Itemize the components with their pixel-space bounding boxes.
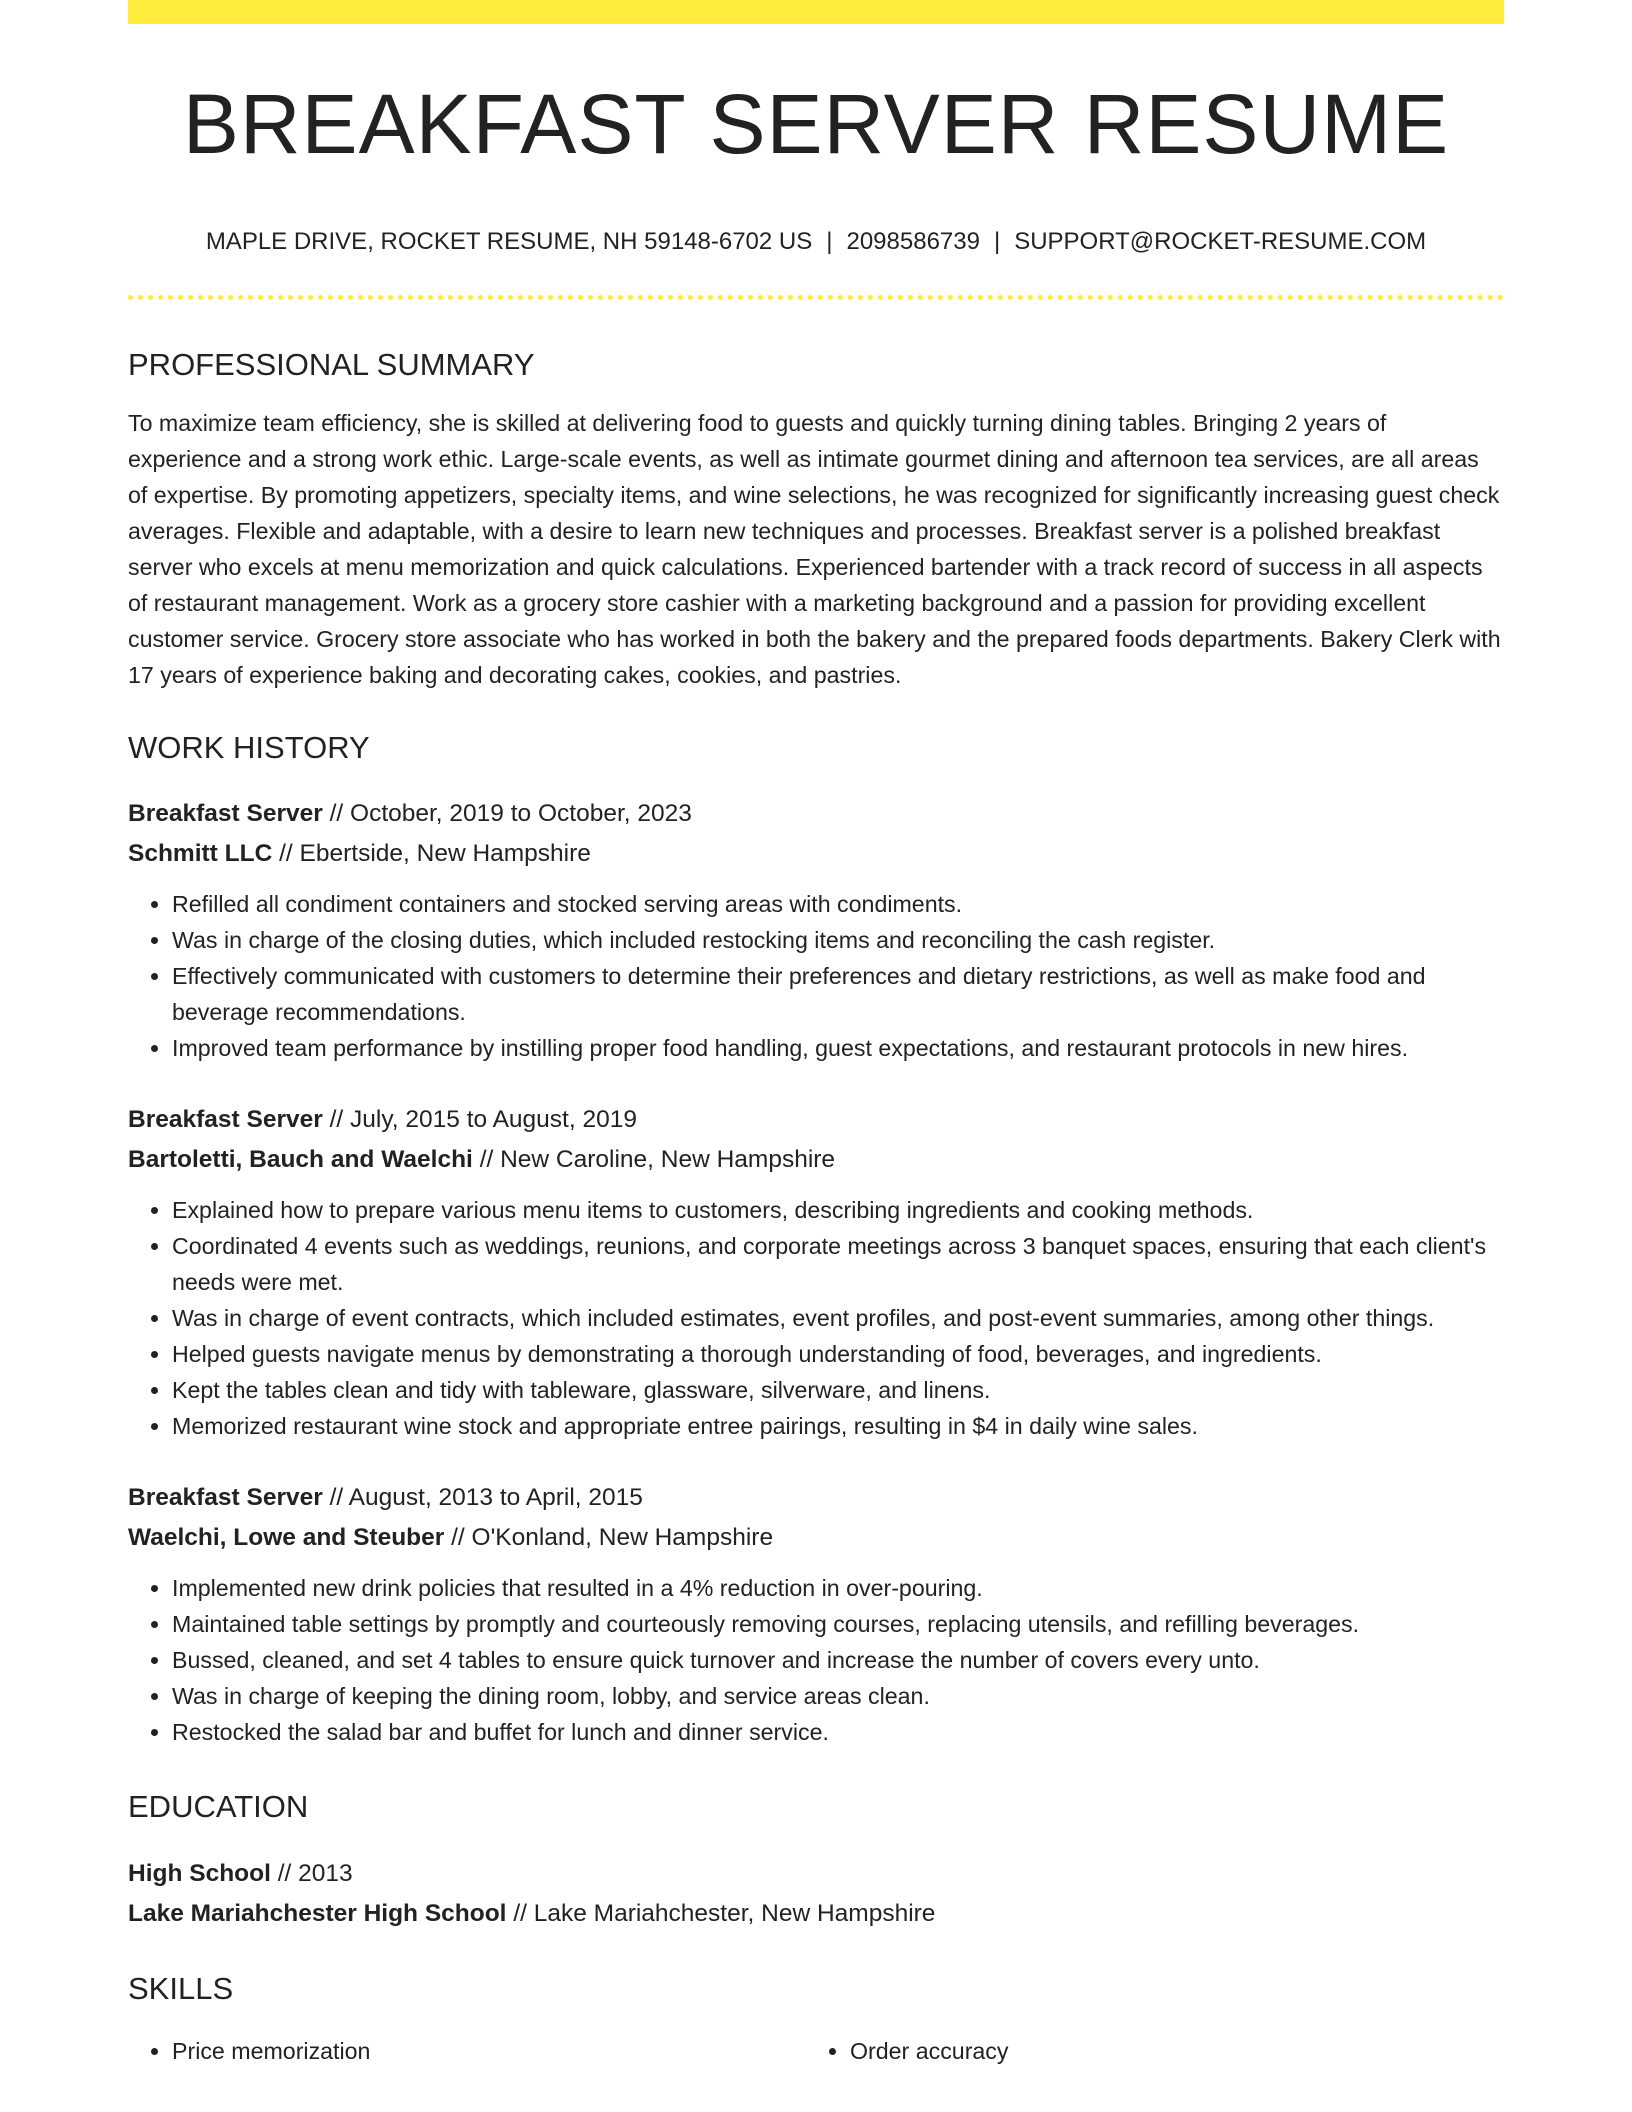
job-company-line — [128, 1518, 1504, 1558]
contact-line — [128, 228, 1504, 257]
job-bullet: • Coordinated 4 events such as weddings, reunions, and corporate meetings across 3 banquet spaces, ensuring that each client's needs were met. — [172, 1228, 1504, 1300]
job-company-line — [128, 1140, 1504, 1180]
education-year: // 2013 — [277, 1859, 353, 1887]
skill-item: • Order accuracy — [850, 2033, 1528, 2069]
job-location: // O'Konland, New Hampshire — [451, 1524, 774, 1552]
resume-title: BREAKFAST SERVER RESUME — [182, 77, 1450, 171]
job-title: Breakfast Server — [128, 800, 323, 828]
education-heading: EDUCATION — [128, 1789, 309, 1825]
job-bullet: • Implemented new drink policies that resulted in a 4% reduction in over-pouring. — [172, 1570, 1504, 1606]
contact-address: MAPLE DRIVE, ROCKET RESUME, NH 59148-6702 US — [205, 228, 813, 256]
job-entry — [128, 1478, 1504, 1750]
education-degree-line — [128, 1854, 1504, 1894]
contact-separator: | — [993, 228, 1001, 256]
job-bullet: • Maintained table settings by promptly and courteously removing courses, replacing utensils, and refilling beverages. — [172, 1606, 1504, 1642]
resume-page — [128, 0, 1504, 2069]
education-school-line — [128, 1894, 1504, 1934]
job-bullet: • Restocked the salad bar and buffet for lunch and dinner service. — [172, 1714, 1504, 1750]
skills-list — [128, 2033, 1504, 2069]
job-bullet: • Explained how to prepare various menu items to customers, describing ingredients and cooking methods. — [172, 1192, 1504, 1228]
job-bullet: • Bussed, cleaned, and set 4 tables to ensure quick turnover and increase the number of covers every unto. — [172, 1642, 1504, 1678]
skills-heading: SKILLS — [128, 1970, 234, 2006]
education-entry — [128, 1854, 1504, 1934]
work-history-heading: WORK HISTORY — [128, 730, 370, 766]
job-dates: // August, 2013 to April, 2015 — [329, 1484, 643, 1512]
job-entry — [128, 1100, 1504, 1444]
top-accent-bar — [128, 0, 1504, 24]
job-company: Bartoletti, Bauch and Waelchi — [128, 1146, 473, 1174]
job-bullets — [128, 1570, 1504, 1750]
job-title-line — [128, 1478, 1504, 1518]
dotted-divider — [128, 295, 1504, 300]
education-location: // Lake Mariahchester, New Hampshire — [513, 1899, 936, 1927]
job-bullet: • Refilled all condiment containers and stocked serving areas with condiments. — [172, 886, 1504, 922]
job-bullet: • Was in charge of the closing duties, which included restocking items and reconciling the cash register. — [172, 922, 1504, 958]
job-company: Waelchi, Lowe and Steuber — [128, 1524, 445, 1552]
job-title: Breakfast Server — [128, 1106, 323, 1134]
education-school: Lake Mariahchester High School — [128, 1899, 507, 1927]
job-bullet: • Effectively communicated with customers to determine their preferences and dietary restrictions, as well as make food and beverage recommendations. — [172, 958, 1504, 1030]
contact-email: SUPPORT@ROCKET-RESUME.COM — [1014, 228, 1427, 256]
job-bullet: • Was in charge of keeping the dining room, lobby, and service areas clean. — [172, 1678, 1504, 1714]
job-title-line — [128, 794, 1504, 834]
education-degree: High School — [128, 1859, 271, 1887]
job-bullets — [128, 886, 1504, 1066]
job-title-line — [128, 1100, 1504, 1140]
job-bullet: • Memorized restaurant wine stock and appropriate entree pairings, resulting in $4 in daily wine sales. — [172, 1408, 1504, 1444]
job-dates: // October, 2019 to October, 2023 — [329, 800, 692, 828]
skill-item: • Price memorization — [172, 2033, 850, 2069]
job-title: Breakfast Server — [128, 1484, 323, 1512]
job-company-line — [128, 834, 1504, 874]
professional-summary-heading: PROFESSIONAL SUMMARY — [128, 346, 535, 382]
job-bullet: • Was in charge of event contracts, which included estimates, event profiles, and post-event summaries, among other things. — [172, 1300, 1504, 1336]
job-company: Schmitt LLC — [128, 840, 273, 868]
job-entry — [128, 794, 1504, 1066]
contact-separator: | — [826, 228, 833, 256]
contact-phone: 2098586739 — [846, 228, 980, 256]
job-bullets — [128, 1192, 1504, 1444]
job-location: // Ebertside, New Hampshire — [279, 840, 591, 868]
job-location: // New Caroline, New Hampshire — [479, 1146, 836, 1174]
job-bullet: • Kept the tables clean and tidy with tableware, glassware, silverware, and linens. — [172, 1372, 1504, 1408]
job-bullet: • Improved team performance by instilling proper food handling, guest expectations, and restaurant protocols in new hires. — [172, 1030, 1504, 1066]
professional-summary-text: To maximize team efficiency, she is skilled at delivering food to guests and quickly turning dining tables. Bringing 2 years of experience and a strong work ethic. Large-scale events, as well as intimate gourmet dining and afternoon tea services, are all areas of expertise. By promoting appetizers, specialty items, and wine selections, he was recognized for significantly increasing guest check averages. Flexible and adaptable, with a desire to learn new techniques and processes. Breakfast server is a polished breakfast server who excels at menu memorization and quick calculations. Experienced bartender with a track record of success in all aspects of restaurant management. Work as a grocery store cashier with a marketing background and a passion for providing excellent customer service. Grocery store associate who has worked in both the bakery and the prepared foods departments. Bakery Clerk with 17 years of experience baking and decorating cakes, cookies, and pastries. — [128, 410, 1501, 689]
job-bullet: • Helped guests navigate menus by demonstrating a thorough understanding of food, beverages, and ingredients. — [172, 1336, 1504, 1372]
job-dates: // July, 2015 to August, 2019 — [329, 1106, 637, 1134]
